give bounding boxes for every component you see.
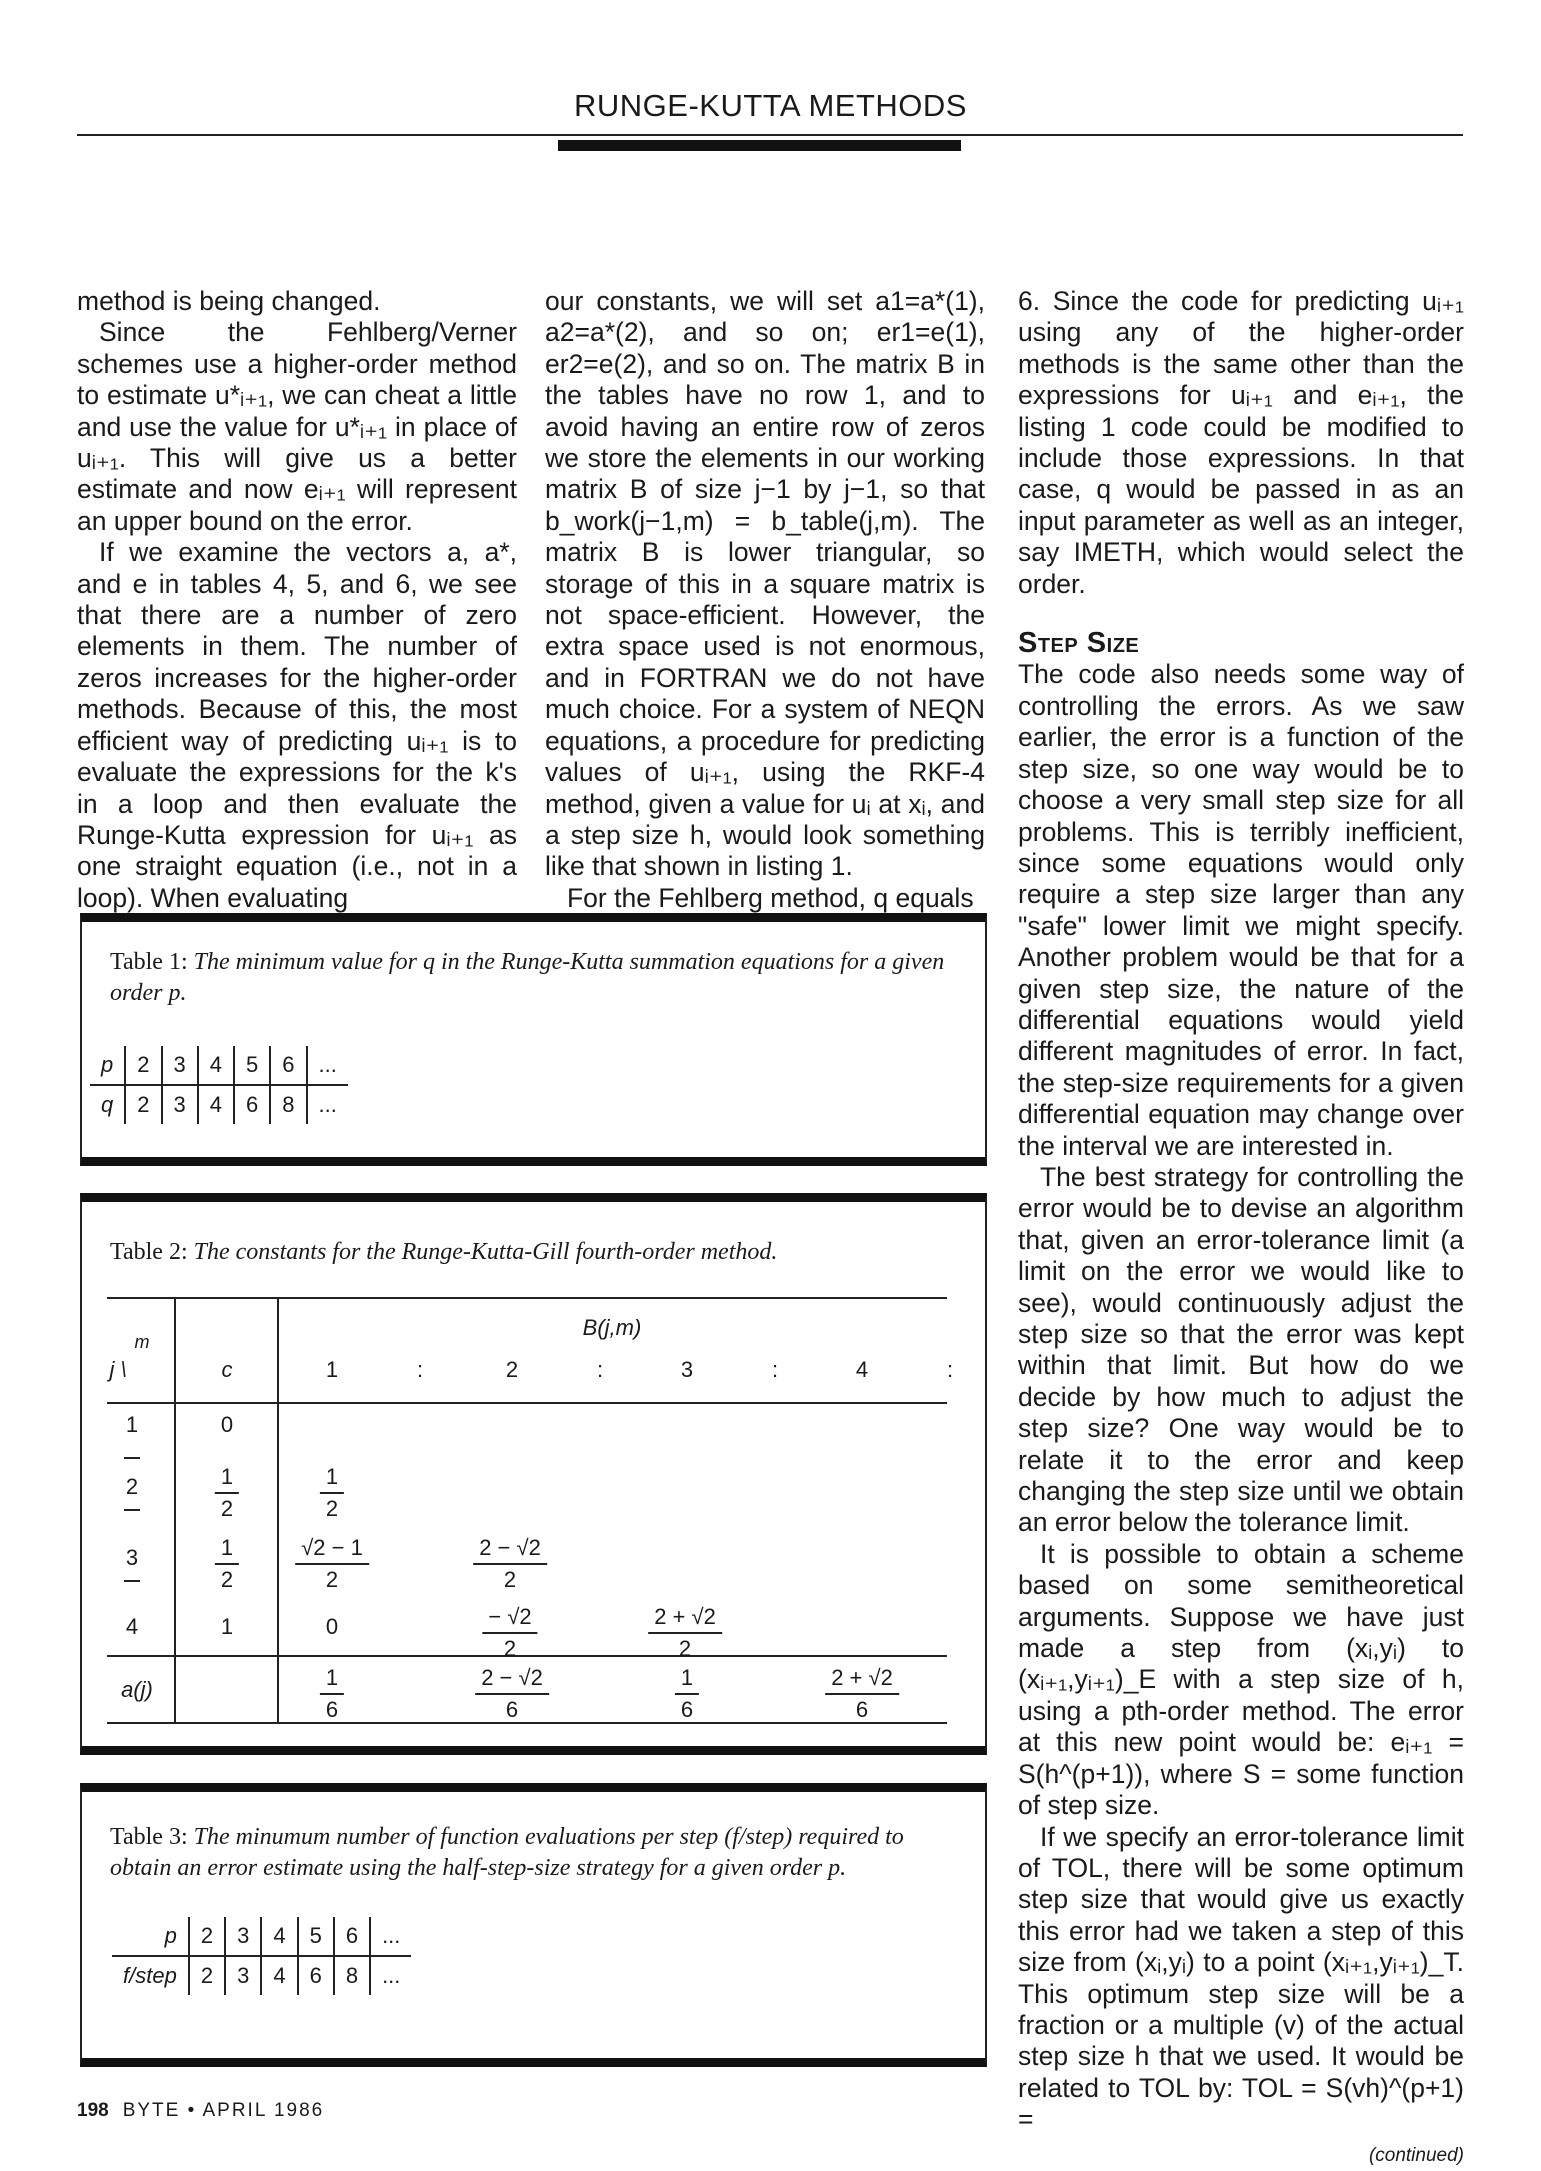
- table-3: [80, 1783, 987, 2067]
- b-value: [473, 1535, 547, 1593]
- table-caption: [110, 947, 945, 1009]
- publication: BYTE • APRIL 1986: [122, 2100, 325, 2121]
- c-value: [215, 1535, 239, 1593]
- m-header: 1: [325, 1357, 339, 1382]
- a-value: [675, 1665, 699, 1723]
- table-cell: 6: [270, 1046, 306, 1085]
- row-divider: [124, 1580, 140, 1582]
- denominator: 6: [855, 1697, 869, 1722]
- header-rule: [77, 134, 1463, 136]
- table-label: Table 2:: [110, 1239, 188, 1265]
- continued-note: (continued): [1368, 2144, 1464, 2166]
- table-cell: 2: [189, 1956, 225, 1995]
- denominator: 6: [505, 1697, 519, 1722]
- running-title: RUNGE-KUTTA METHODS: [574, 88, 967, 123]
- paragraph: 6. Since the code for predicting uᵢ₊₁ using any of the higher-order methods is the same other than the expressions for uᵢ₊₁ and eᵢ₊₁, the listing 1 code could be modified to include those expressions. In that case, q would be passed in as an input parameter as well as an integer, say IMETH, which would select the order.: [1018, 286, 1464, 599]
- b-value: [295, 1535, 369, 1593]
- table-cell: 6: [334, 1917, 370, 1956]
- table-row: [112, 1917, 411, 1956]
- row-divider: [124, 1509, 140, 1511]
- table-row: [90, 1046, 348, 1085]
- fraction: [475, 1665, 549, 1723]
- denominator: 2: [325, 1567, 339, 1592]
- table-cell: 4: [198, 1085, 234, 1124]
- table-cell: 2: [189, 1917, 225, 1956]
- c-value: 1: [220, 1614, 234, 1639]
- fraction: [648, 1604, 722, 1662]
- fraction: [320, 1464, 344, 1522]
- column-middle: [545, 286, 985, 914]
- paragraph: Since the Fehlberg/Verner schemes use a higher-order method to estimate u*ᵢ₊₁, we can cheat a little and use the value for u*ᵢ₊₁ in place of uᵢ₊₁. This will give us a better estimate and now eᵢ₊₁ will represent an upper bound on the error.: [77, 317, 517, 536]
- b-value: 0: [325, 1614, 339, 1639]
- b-value: [482, 1604, 537, 1662]
- table-cell: 4: [261, 1956, 297, 1995]
- a-label: a(j): [121, 1677, 153, 1702]
- table-1-grid: [90, 1046, 348, 1124]
- numerator: 1: [215, 1535, 239, 1565]
- c-value: [215, 1464, 239, 1522]
- table-cell: p: [90, 1046, 125, 1085]
- fraction: [675, 1665, 699, 1723]
- corner-j: j \: [109, 1357, 127, 1382]
- b-value: [320, 1464, 344, 1522]
- table-cell: 3: [225, 1917, 261, 1956]
- denominator: 2: [503, 1567, 517, 1592]
- numerator: 1: [675, 1665, 699, 1695]
- paragraph: method is being changed.: [77, 286, 381, 316]
- caption-text: The constants for the Runge-Kutta-Gill fourth-order method.: [193, 1239, 778, 1265]
- table-2: [80, 1193, 987, 1755]
- table-cell: ...: [370, 1956, 411, 1995]
- paragraph: our constants, we will set a1=a*(1), a2=a*(2), and so on; er1=e(1), er2=e(2), and so on. The matrix B in the tables have no row 1, and to avoid having an entire row of zeros we store the elements in our working matrix B of size j−1 by j−1, so that b_work(j−1,m) = b_table(j,m). The matrix B is lower triangular, so storage of this in a square matrix is not space-efficient. However, the extra space used is not enormous, and in FORTRAN we do not have much choice. For a system of NEQN equations, a procedure for predicting values of uᵢ₊₁, using the RKF-4 method, given a value for uᵢ at xᵢ, and a step size h, would look something like that shown in listing 1.: [545, 286, 985, 882]
- table-cell: q: [101, 1092, 114, 1117]
- separator: :: [771, 1357, 779, 1382]
- column-right: [1018, 286, 1464, 2171]
- denominator: 2: [220, 1496, 234, 1521]
- denominator: 2: [503, 1636, 517, 1661]
- column-left: [77, 286, 517, 914]
- table-row: [112, 1956, 411, 1995]
- table-cell: 3: [162, 1085, 198, 1124]
- a-value: [825, 1665, 899, 1723]
- numerator: 1: [320, 1665, 344, 1695]
- m-header: 2: [505, 1357, 519, 1382]
- denominator: 2: [678, 1636, 692, 1661]
- denominator: 6: [325, 1697, 339, 1722]
- caption-text: The minumum number of function evaluations per step (f/step) required to obtain an error estimate using the half-step-size strategy for a given order p.: [110, 1824, 904, 1881]
- b-value: [648, 1604, 722, 1662]
- numerator: 2 − √2: [475, 1665, 549, 1695]
- table-cell: 4: [261, 1917, 297, 1956]
- fraction: [482, 1604, 537, 1662]
- numerator: − √2: [482, 1604, 537, 1634]
- numerator: 1: [215, 1464, 239, 1494]
- table-caption: [110, 1237, 945, 1268]
- table-cell: 5: [234, 1046, 270, 1085]
- paragraph: It is possible to obtain a scheme based on some semitheoretical arguments. Suppose we have just made a step from (xᵢ,yᵢ) to (xᵢ₊₁,yᵢ₊₁)_E with a step size of h, using a pth-order method. The error at this new point would be: eᵢ₊₁ = S(h^(p+1)), where S = some function of step size.: [1018, 1538, 1464, 1821]
- fraction: [320, 1665, 344, 1723]
- fraction: [825, 1665, 899, 1723]
- table-label: Table 1:: [110, 949, 188, 975]
- table-cell: 5: [298, 1917, 334, 1956]
- m-header: 3: [680, 1357, 694, 1382]
- table-cell: 6: [298, 1956, 334, 1995]
- m-header: 4: [855, 1357, 869, 1382]
- table-1: [80, 913, 987, 1166]
- table-cell: ...: [307, 1085, 348, 1124]
- table-cell: 4: [198, 1046, 234, 1085]
- denominator: 6: [680, 1697, 694, 1722]
- table-cell: ...: [307, 1046, 348, 1085]
- page-footer: [77, 2100, 324, 2122]
- caption-text: The minimum value for q in the Runge-Kutta summation equations for a given order p.: [110, 949, 945, 1006]
- paragraph: The best strategy for controlling the error would be to devise an algorithm that, given an error-tolerance limit (a limit on the error we would like to see), would continuously adjust the step size so that the error was kept within that limit. But how do we decide by how much to adjust the step size? One way would be to relate it to the error and keep changing the step size until we obtain an error below the tolerance limit.: [1018, 1161, 1464, 1538]
- table-caption: [110, 1822, 945, 1884]
- numerator: 2 − √2: [473, 1535, 547, 1565]
- paragraph: If we examine the vectors a, a*, and e in tables 4, 5, and 6, we see that there are a number of zero elements in them. The number of zeros increases for the higher-order methods. Because of this, the most efficient way of predicting uᵢ₊₁ is to evaluate the expressions for the k's in a loop and then evaluate the Runge-Kutta expression for uᵢ₊₁ as one straight equation (i.e., not in a loop). When evaluating: [77, 537, 517, 913]
- fraction: [215, 1464, 239, 1522]
- denominator: 2: [325, 1496, 339, 1521]
- j-label: 4: [125, 1614, 139, 1639]
- numerator: 2 + √2: [648, 1604, 722, 1634]
- separator: :: [946, 1357, 954, 1382]
- table-cell: 3: [162, 1046, 198, 1085]
- table-cell: 3: [225, 1956, 261, 1995]
- table-label: Table 3:: [110, 1824, 188, 1850]
- numerator: 1: [320, 1464, 344, 1494]
- paragraph: The code also needs some way of controlling the errors. As we saw earlier, the error is a function of the step size, so one way would be to choose a very small step size for all problems. This is terribly inefficient, since some equations would only require a step size larger than any "safe" lower limit we might specify. Another problem would be that for a given step size, the nature of the differential equations would yield different magnitudes of error. In fact, the step-size requirements for a given differential equation may change over the interval we are interested in.: [1018, 659, 1464, 1161]
- rule: [174, 1297, 176, 1722]
- table-3-grid: [112, 1917, 411, 1995]
- numerator: √2 − 1: [295, 1535, 369, 1565]
- group-header: B(j,m): [582, 1315, 642, 1340]
- fraction: [295, 1535, 369, 1593]
- paragraph: For the Fehlberg method, q equals: [567, 882, 974, 913]
- paragraph: If we specify an error-tolerance limit of TOL, there will be some optimum step size that would give us exactly this error had we taken a step of this size from (xᵢ,yᵢ) to a point (xᵢ₊₁,yᵢ₊₁)_T. This optimum step size will be a fraction or a multiple (v) of the actual step size h that we used. It would be related to TOL by: TOL = S(vh)^(p+1) =: [1018, 1821, 1464, 2135]
- c-header: c: [221, 1357, 233, 1382]
- section-heading: Step Size: [1018, 627, 1140, 660]
- table-cell: 2: [125, 1085, 161, 1124]
- rule: [107, 1297, 947, 1299]
- denominator: 2: [220, 1567, 234, 1592]
- j-label: 3: [125, 1545, 139, 1570]
- c-value: 0: [220, 1412, 234, 1437]
- table-cell: f/step: [123, 1963, 177, 1988]
- numerator: 2 + √2: [825, 1665, 899, 1695]
- table-cell: p: [112, 1917, 189, 1956]
- j-label: 2: [125, 1474, 139, 1499]
- a-value: [475, 1665, 549, 1723]
- a-value: [320, 1665, 344, 1723]
- table-cell: 6: [234, 1085, 270, 1124]
- fraction: [473, 1535, 547, 1593]
- table-cell: 8: [270, 1085, 306, 1124]
- fraction: [215, 1535, 239, 1593]
- rule: [107, 1402, 947, 1404]
- separator: :: [416, 1357, 424, 1382]
- table-cell: 8: [334, 1956, 370, 1995]
- header-bar: [558, 140, 961, 151]
- rule: [277, 1297, 279, 1722]
- table-cell: ...: [370, 1917, 411, 1956]
- separator: :: [596, 1357, 604, 1382]
- table-row: [90, 1085, 348, 1124]
- row-divider: [124, 1457, 140, 1459]
- page-number: 198: [77, 2100, 109, 2121]
- j-label: 1: [125, 1412, 139, 1437]
- table-cell: 2: [125, 1046, 161, 1085]
- corner-m: m: [134, 1332, 150, 1352]
